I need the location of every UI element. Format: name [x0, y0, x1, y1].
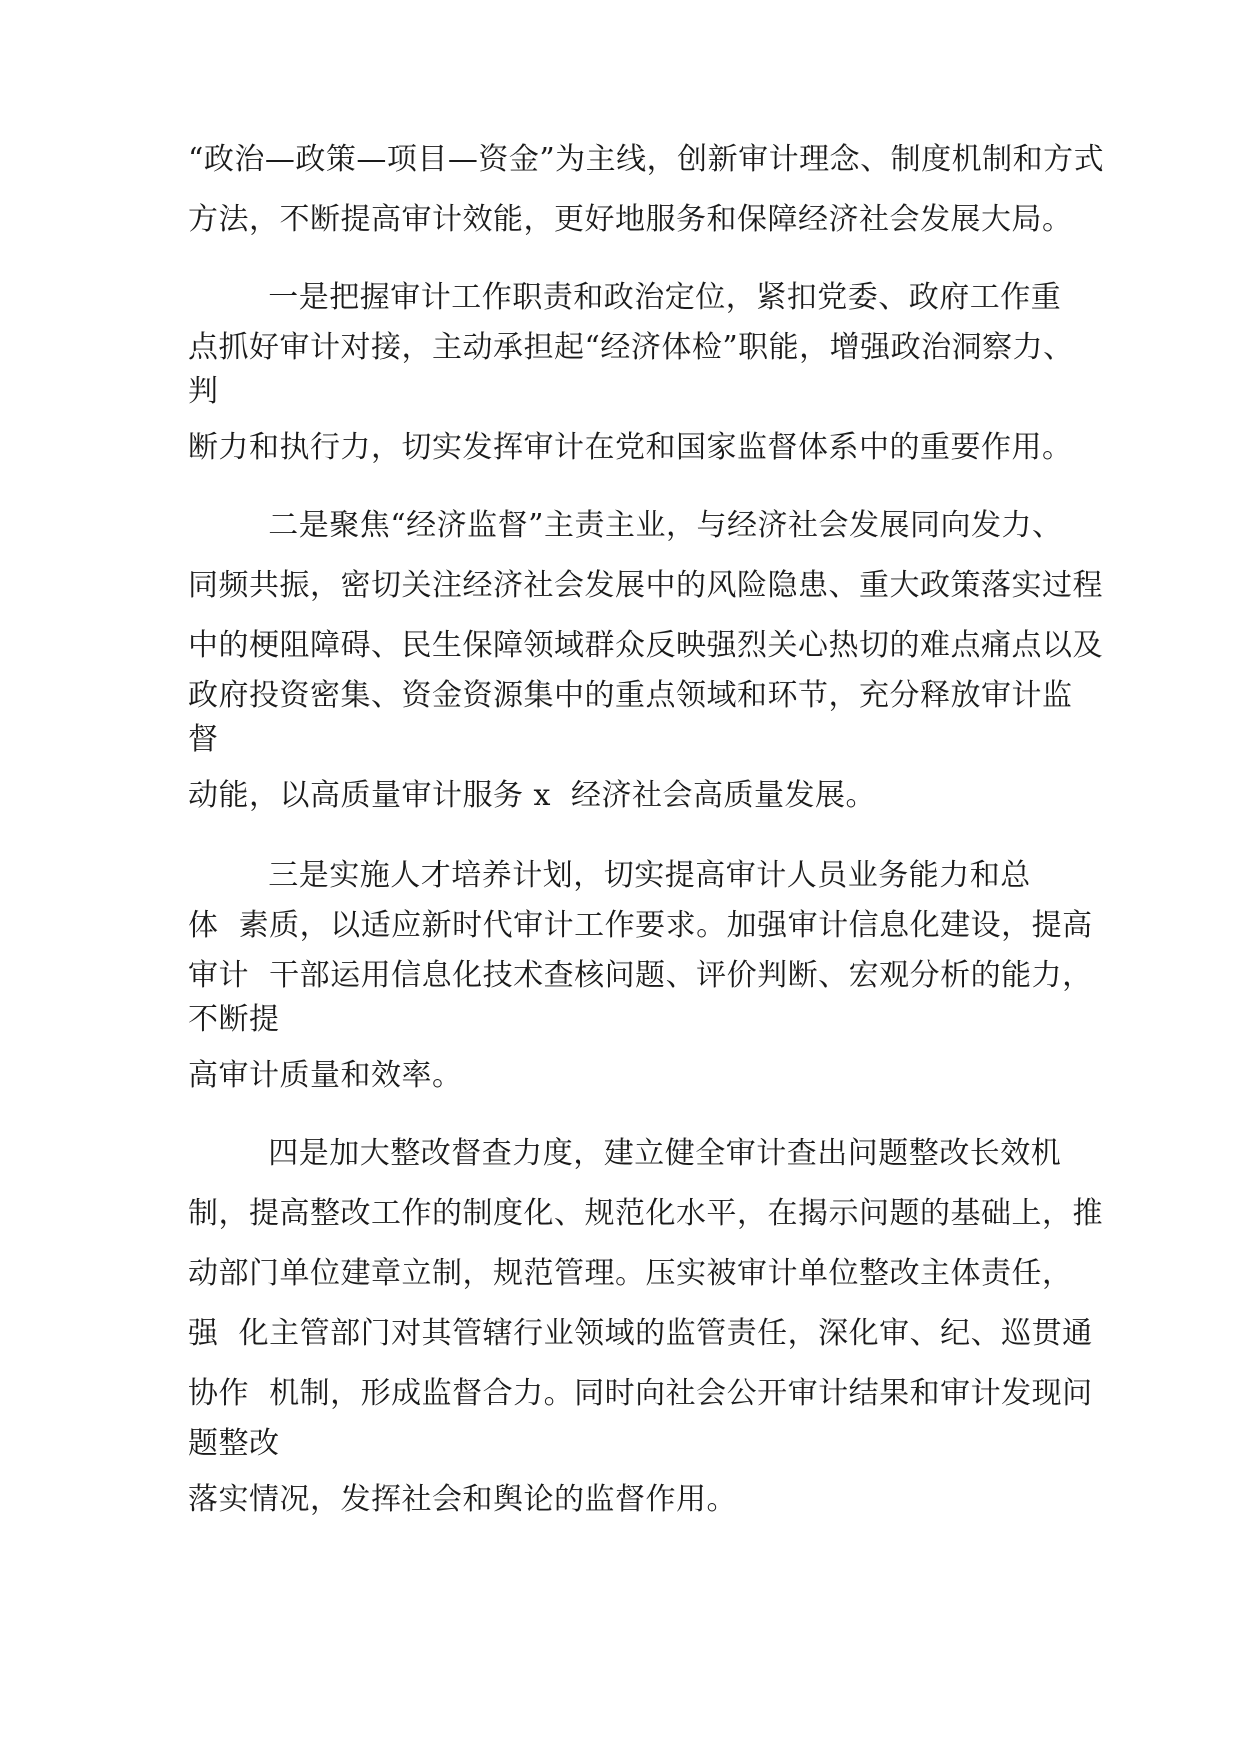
- text-line: 二是聚焦“经济监督”主责主业，与经济社会发展同向发力、: [188, 508, 1063, 543]
- text-line: 中的梗阻障碍、民生保障领域群众反映强烈关心热切的难点痛点以及: [188, 628, 1103, 663]
- text-line: 协作 机制，形成监督合力。同时向社会公开审计结果和审计发现问: [188, 1376, 1093, 1411]
- text-line: 同频共振，密切关注经济社会发展中的风险隐患、重大政策落实过程: [188, 568, 1103, 603]
- text-line: 动部门单位建章立制，规范管理。压实被审计单位整改主体责任，: [188, 1256, 1073, 1291]
- text-line: 判: [188, 374, 219, 409]
- text-line: 方法，不断提高审计效能，更好地服务和保障经济社会发展大局。: [188, 202, 1073, 237]
- text-line: 题整改: [188, 1426, 280, 1461]
- text-line: 不断提: [188, 1002, 280, 1037]
- text-line: 督: [188, 722, 219, 757]
- text-line: 高审计质量和效率。: [188, 1058, 463, 1093]
- text-line: 强 化主管部门对其管辖行业领域的监管责任，深化审、纪、巡贯通: [188, 1316, 1093, 1351]
- text-line: 点抓好审计对接，主动承担起“经济体检”职能，增强政治洞察力、: [188, 330, 1074, 365]
- text-line: 动能，以高质量审计服务 x 经济社会高质量发展。: [188, 778, 877, 813]
- text-line: 四是加大整改督查力度，建立健全审计查出问题整改长效机: [188, 1136, 1062, 1171]
- text-line: 政府投资密集、资金资源集中的重点领域和环节，充分释放审计监: [188, 678, 1073, 713]
- text-line: 一是把握审计工作职责和政治定位，紧扣党委、政府工作重: [188, 280, 1062, 315]
- text-line: 落实情况，发挥社会和舆论的监督作用。: [188, 1482, 737, 1517]
- text-line: 断力和执行力，切实发挥审计在党和国家监督体系中的重要作用。: [188, 430, 1073, 465]
- text-line: 制，提高整改工作的制度化、规范化水平，在揭示问题的基础上，推: [188, 1196, 1103, 1231]
- text-line: 审计 干部运用信息化技术查核问题、评价判断、宏观分析的能力，: [188, 958, 1093, 993]
- text-line: 体 素质，以适应新时代审计工作要求。加强审计信息化建设，提高: [188, 908, 1093, 943]
- text-line: 三是实施人才培养计划，切实提高审计人员业务能力和总: [188, 858, 1031, 893]
- text-line: “政治—政策—项目—资金”为主线，创新审计理念、制度机制和方式: [188, 142, 1105, 177]
